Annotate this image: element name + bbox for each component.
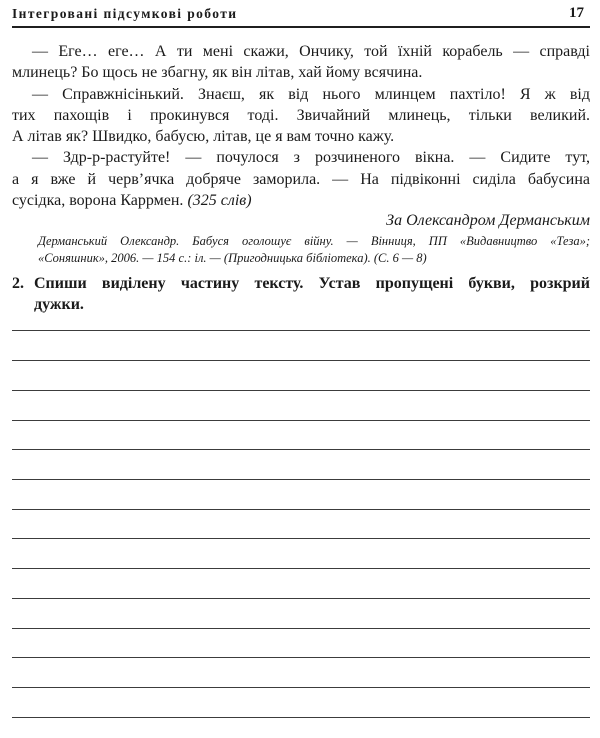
answer-writing-area: [12, 315, 590, 717]
writing-line: [12, 569, 590, 599]
story-line: тих пахощів і прокинувся тоді. Звичайний млинець, тільки великий.: [12, 106, 590, 124]
story-line: — Еге… еге… А ти мені скажи, Ончику, той їхній корабель — справді: [32, 43, 590, 60]
story-line: А літав як? Швидко, бабусю, літав, це я вам точно кажу.: [12, 128, 395, 146]
citation-line: Дерманський Олександр. Бабуся оголошує війну. — Вінниця, ПП «Видавництво «Теза»;: [38, 234, 590, 249]
story-paragraph: [12, 147, 590, 211]
writing-line: [12, 331, 590, 361]
story-text: [12, 41, 590, 211]
task-text: [34, 273, 590, 315]
story-line: а я вже й черв’ячка добряче заморила. — На підвіконні сиділа бабусина: [12, 170, 590, 188]
citation-line: «Соняшник», 2006. — 154 с.: іл. — (Пригодницька бібліотека). (С. 6 — 8): [38, 250, 427, 265]
task-item: [12, 273, 590, 315]
word-count: (325 слів): [187, 192, 252, 210]
story-line: млинець? Бо щось не збагну, як він літав, хай йому всячина.: [12, 64, 423, 82]
story-line: — Здр-р-растуйте! — почулося з розчиненого вікна. — Сидите тут,: [32, 149, 590, 167]
writing-line: [12, 599, 590, 629]
task-line: дужки.: [34, 296, 84, 314]
task-number: 2.: [12, 275, 24, 293]
writing-line: [12, 688, 590, 718]
writing-line: [12, 629, 590, 659]
writing-line: [12, 539, 590, 569]
story-line: сусідка, ворона Каррмен. (325 слів): [12, 192, 252, 210]
writing-line: [12, 361, 590, 391]
writing-line: [12, 480, 590, 510]
page-header-title: Інтегровані підсумкові роботи: [12, 6, 238, 21]
writing-line: [12, 658, 590, 688]
page-number: 17: [569, 5, 584, 21]
story-line: — Справжнісінький. Знаєш, як від нього млинцем пахтіло! Я ж від: [32, 85, 590, 103]
writing-line: [12, 450, 590, 480]
task-line: Спиши виділену частину тексту. Устав пропущені букви, розкрий: [34, 275, 590, 293]
attribution: За Олександром Дерманським: [386, 212, 590, 230]
writing-line: [12, 315, 590, 331]
story-paragraph: [12, 41, 590, 84]
citation: [38, 233, 590, 266]
page-header: [12, 0, 590, 28]
writing-line: [12, 421, 590, 451]
writing-line: [12, 510, 590, 540]
story-paragraph: [12, 84, 590, 148]
writing-line: [12, 391, 590, 421]
